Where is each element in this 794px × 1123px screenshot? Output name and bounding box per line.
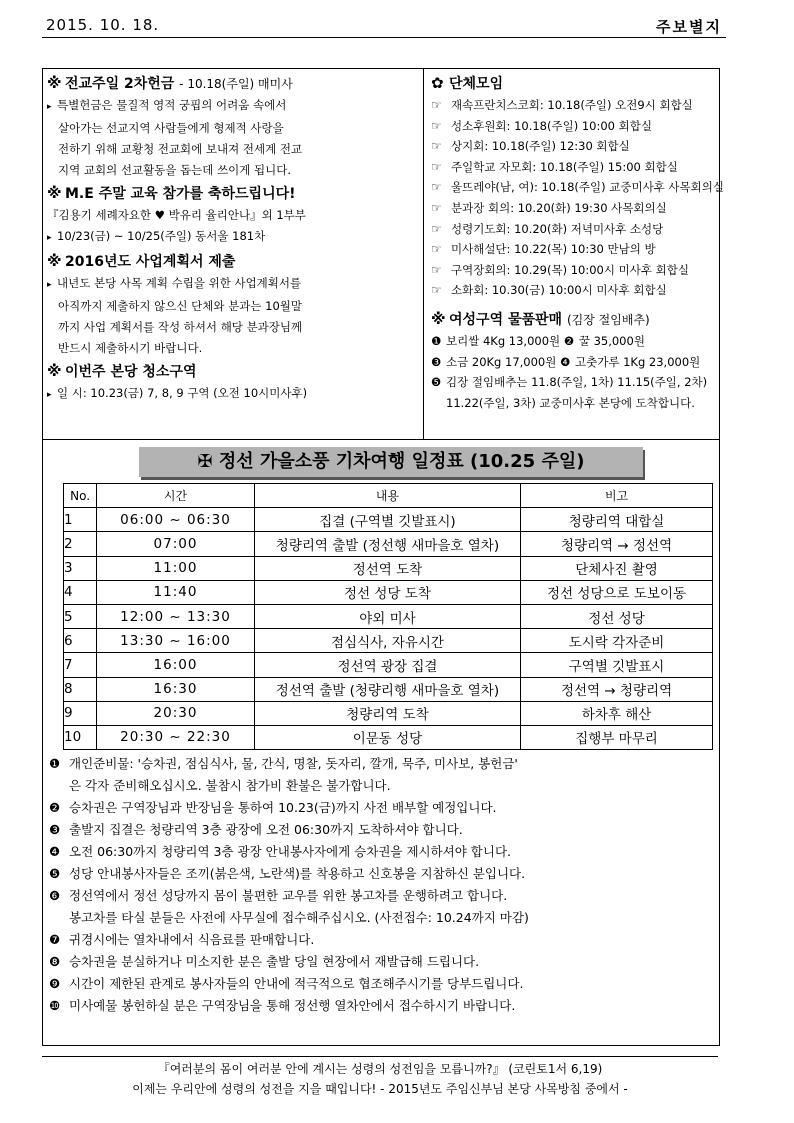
table-row: 9 20:30 청량리역 도착 하차후 해산 [64,701,713,725]
issue-date: 2015. 10. 18. [46,16,160,34]
footer-motto: 이제는 우리안에 성령의 성전을 지을 때입니다! - 2015년도 주임신부님 본당 사목방침 중에서 - [132,1082,628,1096]
table-row: 1 06:00 ~ 06:30 집결 (구역별 깃발표시) 청량리역 대합실 [64,508,713,532]
section-mark-icon: ※ [47,362,62,380]
header-rule [42,37,726,38]
me-weekend-body: 『김용기 세례자요한 ♥ 박유리 율리안나』외 1부부 ▸ 10/23(금) ~ 10/25(주일) 동서울 181차 [47,205,419,249]
note-item: ❻ 정선역에서 정선 성당까지 몸이 불편한 교우를 위한 봉고차를 운행하려고 합니다. [49,888,508,903]
sale-item: ❸ 소금 20Kg 17,000원 ❹ 고춧가루 1Kg 23,000원 [431,354,701,369]
meeting-item: ☞ 분과장 회의: 10.20(화) 19:30 사목회의실 [431,198,717,219]
meeting-item: ☞ 상지회: 10.18(주일) 12:30 회합실 [431,136,717,157]
table-row: 8 16:30 정선역 출발 (청량리행 새마을호 열차) 정선역 → 청량리역 [64,677,713,701]
table-row: 2 07:00 청량리역 출발 (정선행 새마을호 열차) 청량리역 → 정선역 [64,532,713,556]
bullet-icon: ▸ [47,102,52,112]
sale-title: ※ 여성구역 물품판매 (김장 절임배추) [431,307,717,331]
pointing-hand-icon: ☞ [431,118,442,133]
note-item: ❽ 승차권을 분실하거나 미소지한 분은 출발 당일 현장에서 재발급해 드립니다. [49,954,480,969]
pointing-hand-icon: ☞ [431,139,442,154]
footer-rule [42,1056,718,1057]
cleaning-body: ▸ 일 시: 10.23(금) 7, 8, 9 구역 (오전 10시미사후) [47,383,419,406]
table-row: 3 11:00 정선역 도착 단체사진 촬영 [64,556,713,580]
meeting-item: ☞ 재속프란치스코회: 10.18(주일) 오전9시 회합실 [431,95,717,116]
footer-quote: 『여러분의 몸이 여러분 안에 계시는 성령의 성전임을 모릅니까?』 (코린토1서 6,19) [157,1062,603,1076]
meetings-title: ✿ 단체모임 [431,71,717,95]
left-column [47,71,419,406]
cross-icon: ✠ [197,451,213,472]
table-row: 4 11:40 정선 성당 도착 정선 성당으로 도보이동 [64,580,713,604]
pointing-hand-icon: ☞ [431,200,442,215]
bullet-icon: ▸ [47,233,52,243]
trip-schedule-banner [139,447,643,477]
section-mark-icon: ※ [47,252,62,270]
meeting-item: ☞ 성령기도회: 10.20(화) 저녁미사후 소성당 [431,219,717,240]
meetings-list [431,95,724,301]
note-item-cont: 은 각자 준비해오십시오. 불참시 참가비 환불은 불가합니다. [69,778,391,793]
meeting-item: ☞ 주일학교 자모회: 10.18(주일) 15:00 회합실 [431,157,717,178]
table-row: 6 13:30 ~ 16:00 점심식사, 자유시간 도시락 각자준비 [64,629,713,653]
table-row: 10 20:30 ~ 22:30 이문동 성당 집행부 마무리 [64,725,713,749]
col-header-no: No. [64,484,97,508]
table-row: 5 12:00 ~ 13:30 야외 미사 정선 성당 [64,604,713,628]
bullet-icon: ▸ [47,280,52,290]
table-header-row [64,484,713,508]
mission-sunday-body: ▸ 특별헌금은 물질적 영적 궁핍의 어려움 속에서 살아가는 선교지역 사람들에게 형제적 사랑을 전하기 위해 교황청 전교회에 보내져 전세계 전교 지역 교회의 선교활동을 돕는데 쓰이게 됩니다. [47,98,303,177]
sale-item: ❶ 보리쌀 4Kg 13,000원 ❷ 꿀 35,000원 [431,333,645,348]
meeting-item: ☞ 미사해설단: 10.22(목) 10:30 만남의 방 [431,239,717,260]
pointing-hand-icon: ☞ [431,180,442,195]
trip-notes [49,753,715,1017]
note-item: ❸ 출발지 집결은 청량리역 3층 광장에 오전 06:30까지 도착하셔야 합니다. [49,822,463,837]
pointing-hand-icon: ☞ [431,159,442,174]
bullet-icon: ▸ [47,390,52,400]
section-mark-icon: ※ [431,309,446,328]
bulletin-name: 주보별지 [656,18,722,36]
col-header-time: 시간 [97,484,255,508]
pointing-hand-icon: ☞ [431,262,442,277]
sale-item: ❺ 김장 절임배추는 11.8(주일, 1차) 11.15(주일, 2차) [431,375,708,390]
col-header-content: 내용 [254,484,520,508]
section-mark-icon: ※ [47,184,62,202]
col-header-note: 비고 [521,484,713,508]
cleaning-title: ※ 이번주 본당 청소구역 [47,359,419,383]
note-item: ❿ 미사예물 봉헌하실 분은 구역장님을 통해 정선행 열차안에서 접수하시기 바랍니다. [49,998,516,1013]
pointing-hand-icon: ☞ [431,242,442,257]
meeting-item: ☞ 구역장회의: 10.29(목) 10:00시 미사후 회합실 [431,260,717,281]
content-frame [42,68,724,1046]
meeting-item: ☞ 울뜨레야(남, 여): 10.18(주일) 교중미사후 사목회의실 [431,177,717,198]
flower-icon: ✿ [431,74,444,92]
sale-item-cont: 11.22(주일, 3차) 교중미사후 본당에 도착합니다. [446,395,695,410]
business-plan-body: ▸ 내년도 본당 사목 계획 수립을 위한 사업계획서를 아직까지 제출하지 않으신 단체와 분과는 10월말 까지 사업 계획서를 작성 하셔서 해당 분과장님께 반드시 제출하시기 바랍니다. [47,276,303,355]
note-item-cont: 봉고차를 타실 분들은 사전에 사무실에 접수해주십시오. (사전접수: 10.24까지 마감) [69,910,529,925]
sale-list [431,331,717,413]
note-item: ❶ 개인준비물: '승차권, 점심식사, 물, 간식, 명찰, 돗자리, 깔개, 묵주, 미사보, 봉헌금' [49,756,518,771]
right-column [431,71,724,413]
business-plan-title: ※ 2016년도 사업계획서 제출 [47,249,419,273]
section-divider [43,439,719,440]
schedule-table [63,483,713,750]
meeting-item: ☞ 성소후원회: 10.18(주일) 10:00 회합실 [431,116,717,137]
note-item: ❺ 성당 안내봉사자들은 조끼(붉은색, 노란색)를 착용하고 신호봉을 지참하신 분입니다. [49,866,526,881]
note-item: ❼ 귀경시에는 열차내에서 식음료를 판매합니다. [49,932,315,947]
page-header [42,10,726,40]
pointing-hand-icon: ☞ [431,283,442,298]
meeting-item: ☞ 소화회: 10.30(금) 10:00시 미사후 회합실 [431,280,717,301]
me-weekend-title: ※ M.E 주말 교육 참가를 축하드립니다! [47,181,419,205]
pointing-hand-icon: ☞ [431,98,442,112]
trip-schedule-title: 정선 가을소풍 기차여행 일정표 (10.25 주일) [218,451,585,472]
column-divider [423,69,424,439]
pointing-hand-icon: ☞ [431,221,442,236]
mission-sunday-title: ※ 전교주일 2차헌금 - 10.18(주일) 매미사 [47,71,419,95]
note-item: ❾ 시간이 제한된 관계로 봉사자들의 안내에 적극적으로 협조해주시기를 당부드립니다. [49,976,524,991]
note-item: ❷ 승차권은 구역장님과 반장님을 통하여 10.23(금)까지 사전 배부할 예정입니다. [49,800,497,815]
section-mark-icon: ※ [47,74,62,92]
note-item: ❹ 오전 06:30까지 청량리역 3층 광장 안내봉사자에게 승차권을 제시하셔야 합니다. [49,844,511,859]
table-row: 7 16:00 정선역 광장 집결 구역별 깃발표시 [64,653,713,677]
